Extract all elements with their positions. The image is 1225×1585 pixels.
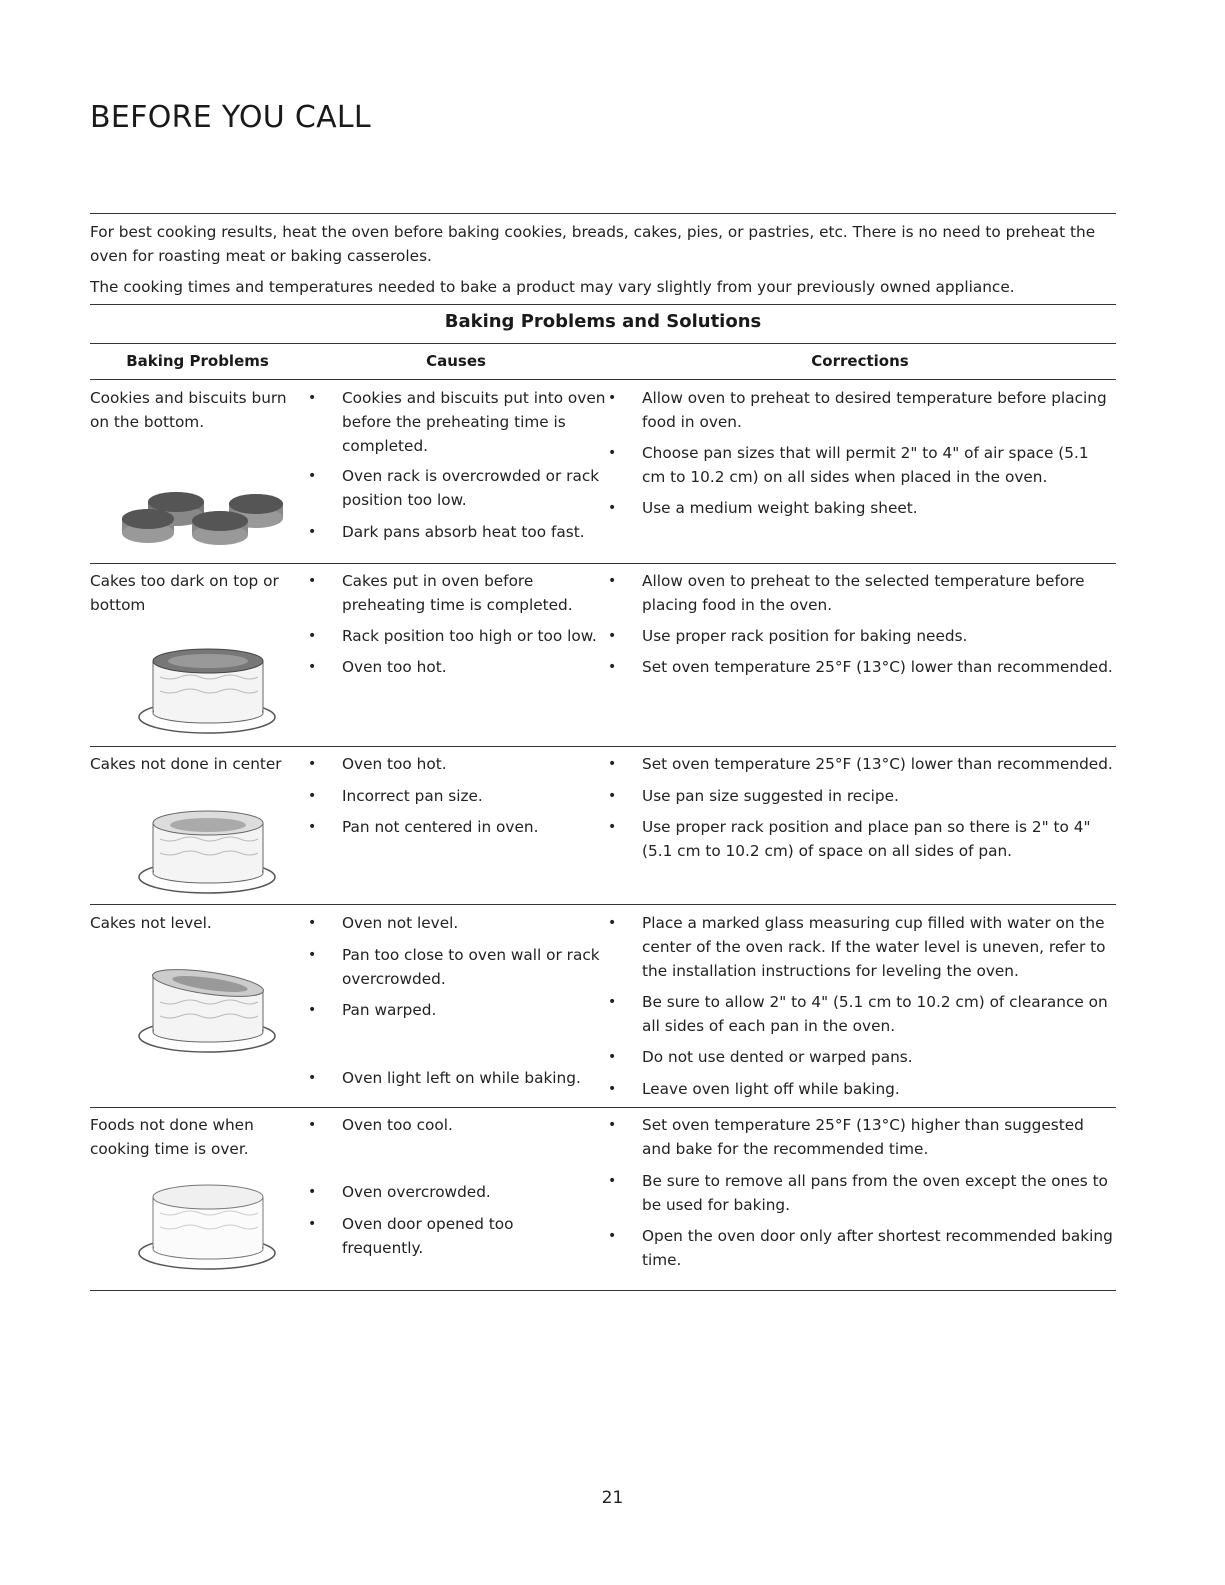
intro-top-rule (90, 213, 1116, 214)
cause-item: • Oven too cool. (342, 1113, 612, 1137)
row-divider (90, 1107, 1116, 1108)
cause-item: • Cookies and biscuits put into oven before the preheating time is completed. (342, 386, 612, 458)
cause-item: • Pan not centered in oven. (342, 815, 612, 839)
table-bottom-rule (90, 1290, 1116, 1291)
column-header-problems: Baking Problems (126, 352, 269, 370)
problem-text: Cakes not level. (90, 914, 212, 932)
cookies-on-pan-icon (118, 474, 288, 554)
cause-item: • Oven rack is overcrowded or rack position too low. (342, 464, 612, 512)
cause-item: • Incorrect pan size. (342, 784, 612, 808)
correction-item: • Do not use dented or warped pans. (642, 1045, 1116, 1069)
problem-text: Cookies and biscuits burn on the bottom. (90, 389, 287, 431)
cause-item: • Oven too hot. (342, 752, 612, 776)
correction-item: • Set oven temperature 25°F (13°C) lower than recommended. (642, 752, 1116, 776)
table-header-bottom-rule (90, 379, 1116, 380)
intro-paragraph-1: For best cooking results, heat the oven before baking cookies, breads, cakes, pies, or pastries, etc. There is no need to preheat the oven for roasting meat or baking casseroles. (90, 223, 1096, 265)
pale-cake-icon (135, 1183, 280, 1273)
correction-item: • Set oven temperature 25°F (13°C) lower than recommended. (642, 655, 1116, 679)
cause-item: • Pan too close to oven wall or rack overcrowded. (342, 943, 612, 991)
correction-item: • Use pan size suggested in recipe. (642, 784, 1116, 808)
table-title: Baking Problems and Solutions (444, 311, 762, 332)
page-title: BEFORE YOU CALL (90, 100, 371, 135)
correction-item: • Use proper rack position and place pan so there is 2" to 4" (5.1 cm to 10.2 cm) of space on all sides of pan. (642, 815, 1116, 863)
cause-item: • Oven overcrowded. (342, 1180, 612, 1204)
cause-item: • Oven door opened too frequently. (342, 1212, 542, 1260)
table-header-top-rule (90, 343, 1116, 344)
problem-text: Foods not done when cooking time is over. (90, 1116, 254, 1158)
row-divider (90, 563, 1116, 564)
cause-item: • Oven not level. (342, 911, 612, 935)
correction-item: • Open the oven door only after shortest recommended baking time. (642, 1224, 1116, 1272)
correction-item: • Place a marked glass measuring cup filled with water on the center of the oven rack. If the water level is uneven, refer to the installation instructions for leveling the oven. (642, 911, 1116, 983)
row-divider (90, 746, 1116, 747)
correction-item: • Leave oven light off while baking. (642, 1077, 1116, 1101)
uneven-cake-icon (135, 966, 280, 1056)
sunken-center-cake-icon (135, 807, 280, 897)
intro-bottom-rule (90, 304, 1116, 305)
row-divider (90, 904, 1116, 905)
correction-item: • Choose pan sizes that will permit 2" to 4" of air space (5.1 cm to 10.2 cm) on all sides when placed in the oven. (642, 441, 1116, 489)
correction-item: • Allow oven to preheat to the selected temperature before placing food in the oven. (642, 569, 1116, 617)
correction-item: • Set oven temperature 25°F (13°C) higher than suggested and bake for the recommended time. (642, 1113, 1116, 1161)
cause-item: • Oven too hot. (342, 655, 612, 679)
column-header-causes: Causes (426, 352, 486, 370)
cause-item: • Oven light left on while baking. (342, 1066, 612, 1090)
dark-top-cake-icon (135, 647, 280, 737)
correction-item: • Allow oven to preheat to desired temperature before placing food in oven. (642, 386, 1116, 434)
cause-item: • Cakes put in oven before preheating time is completed. (342, 569, 612, 617)
correction-item: • Use proper rack position for baking needs. (642, 624, 1116, 648)
cause-item: • Rack position too high or too low. (342, 624, 612, 648)
intro-paragraph-2: The cooking times and temperatures needed to bake a product may vary slightly from your previously owned appliance. (90, 278, 1015, 296)
correction-item: • Be sure to allow 2" to 4" (5.1 cm to 10.2 cm) of clearance on all sides of each pan in the oven. (642, 990, 1116, 1038)
cause-item: • Dark pans absorb heat too fast. (342, 520, 612, 544)
correction-item: • Be sure to remove all pans from the oven except the ones to be used for baking. (642, 1169, 1116, 1217)
cause-item: • Pan warped. (342, 998, 612, 1022)
column-header-corrections: Corrections (811, 352, 909, 370)
page-number: 21 (601, 1488, 624, 1508)
problem-text: Cakes not done in center (90, 755, 282, 773)
problem-text: Cakes too dark on top or bottom (90, 572, 279, 614)
correction-item: • Use a medium weight baking sheet. (642, 496, 1116, 520)
